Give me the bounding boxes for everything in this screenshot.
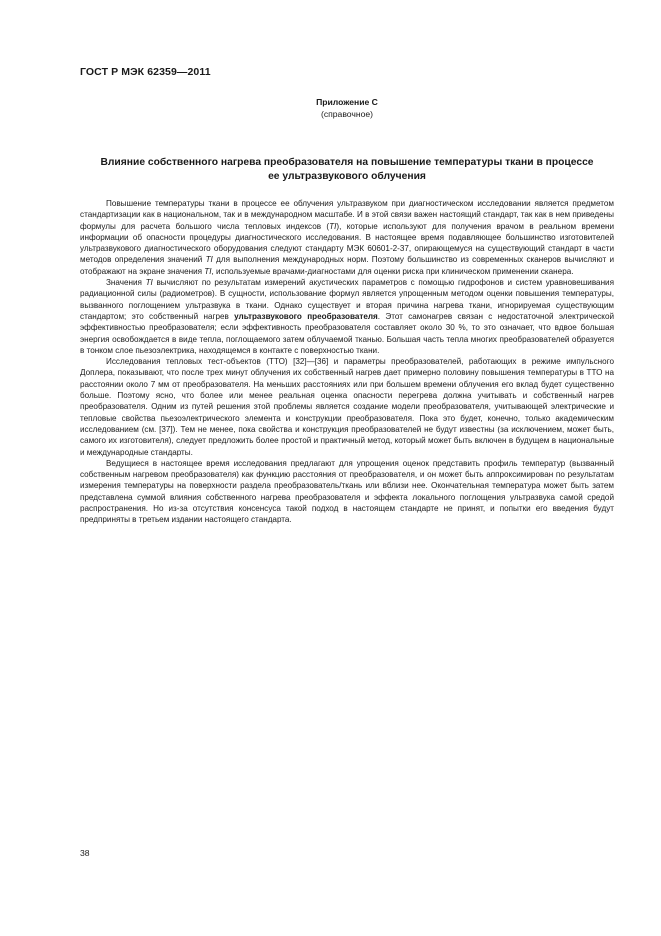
- thermal-index-term: TI: [204, 266, 212, 276]
- appendix-title: Приложение С: [316, 97, 378, 107]
- paragraph-3: Исследования тепловых тест-объектов (ТТО) [32]—[36] и параметры преобразователей, работающих в режиме импульсного Доплера, показывают, что после трех минут облучения их собственный нагрев дает примерно половину повышения температуры в ТТО на расстоянии около 7 мм от преобразователя. На меньших расстояниях или при большем времени облучения его вклад будет существенно больше. Поэтому ясно, что более или менее реальная оценка опасности перегрева должна учитывать и собственный нагрев преобразователя. Одним из путей решения этой проблемы является создание модели преобразователя, учитывающей электрические и тепловые свойства пьезоэлектрического элемента и конструкции преобразователя. Пока это будет, конечно, только академическим исследованием (см. [37]). Тем не менее, пока свойства и конструкция преобразователей не будут известны (за исключением, может быть, самого их изготовителя), следует предложить более простой и практичный метод, который может быть включен в будущем в национальные и международные стандарты.: [80, 357, 614, 457]
- appendix-subtitle: (справочное): [320, 109, 374, 119]
- paragraph-1-part-4: , используемые врачами-диагностами для оценки риска при клиническом применении сканера.: [211, 266, 574, 276]
- paragraph-2-part-1: Значения: [106, 278, 146, 288]
- paragraph-1-part-1: Повышение температуры ткани в процессе ее облучения ультразвуком при диагностическом исследовании является предметом стандартизации как в национальном, так и в международном масштабе. И в этой связи важен настоящий стандарт, так как в нем приведены формулы для расчета большого числа тепловых индексов (: [80, 199, 614, 231]
- thermal-index-term: TI: [145, 278, 153, 288]
- paragraph-2: [80, 277, 614, 356]
- appendix-heading: [80, 96, 614, 120]
- thermal-index-term: TI: [329, 221, 337, 231]
- paragraph-1: [80, 198, 614, 277]
- paragraph-2-part-3: . Этот самонагрев связан с недостаточной электрической эффективностью преобразователя; если эффективность преобразователя составляет около 30 %, то это означает, что вдвое большая энергия освобождается в виде тепла, поглощаемого затем облучаемой тканью. Большая часть тепла многих преобразователей образуется в тонком слое пьезоэлектрика, находящемся в контакте с поверхностью ткани.: [80, 311, 615, 355]
- page-number: 38: [80, 848, 90, 858]
- paragraph-1-part-2: ), которые используют для получения врачом в реальном времени информации об опасности процедуры диагностического исследования. В настоящее время подавляющее большинство изготовителей ультразвукового диагностического оборудования следуют стандарту МЭК 60601-2-37, опирающемуся на существующий стандарт в части методов определения значений: [80, 221, 615, 265]
- document-header-id: ГОСТ Р МЭК 62359—2011: [80, 66, 211, 78]
- paragraph-4: Ведущиеся в настоящее время исследования предлагают для упрощения оценок представить профиль температур (вызванный собственным нагревом преобразователя) как функцию расстояния от преобразователя, и он может быть аппроксимирован по результатам измерения температуры на поверхности раздела преобразователь/ткань или вблизи нее. Окончательная температура может быть затем представлена суммой влияния собственного нагрева преобразователя и эффекта локального поглощения ультразвука самой средой распространения. Но из-за отсутствия консенсуса такой подход в настоящем стандарте не принят, и попытки его введения будут предприняты в третьем издании настоящего стандарта.: [80, 458, 614, 525]
- section-title-line-1: Влияние собственного нагрева преобразователя на повышение температуры ткани в процессе: [100, 157, 594, 168]
- section-title: [80, 156, 614, 184]
- body-text: [80, 198, 614, 526]
- paragraph-1-part-3: для выполнения международных норм. Поэтому большинство из современных сканеров вычисляют и отображают на экране значения: [80, 255, 614, 276]
- thermal-index-term: TI: [205, 255, 213, 265]
- section-title-line-2: ее ультразвукового облучения: [268, 171, 426, 182]
- bold-term: ультразвукового преобразователя: [234, 311, 378, 321]
- paragraph-2-part-2: вычисляют по результатам измерений акустических параметров с помощью гидрофонов и систем уравновешивания радиационной силы (радиометров). В сущности, использование формул является упрощенным методом оценки повышения температуры, вызванного поглощением ультразвука в ткани. Однако существует и вторая причина нагрева ткани, игнорируемая существующим стандартом; это собственный нагрев: [80, 278, 614, 321]
